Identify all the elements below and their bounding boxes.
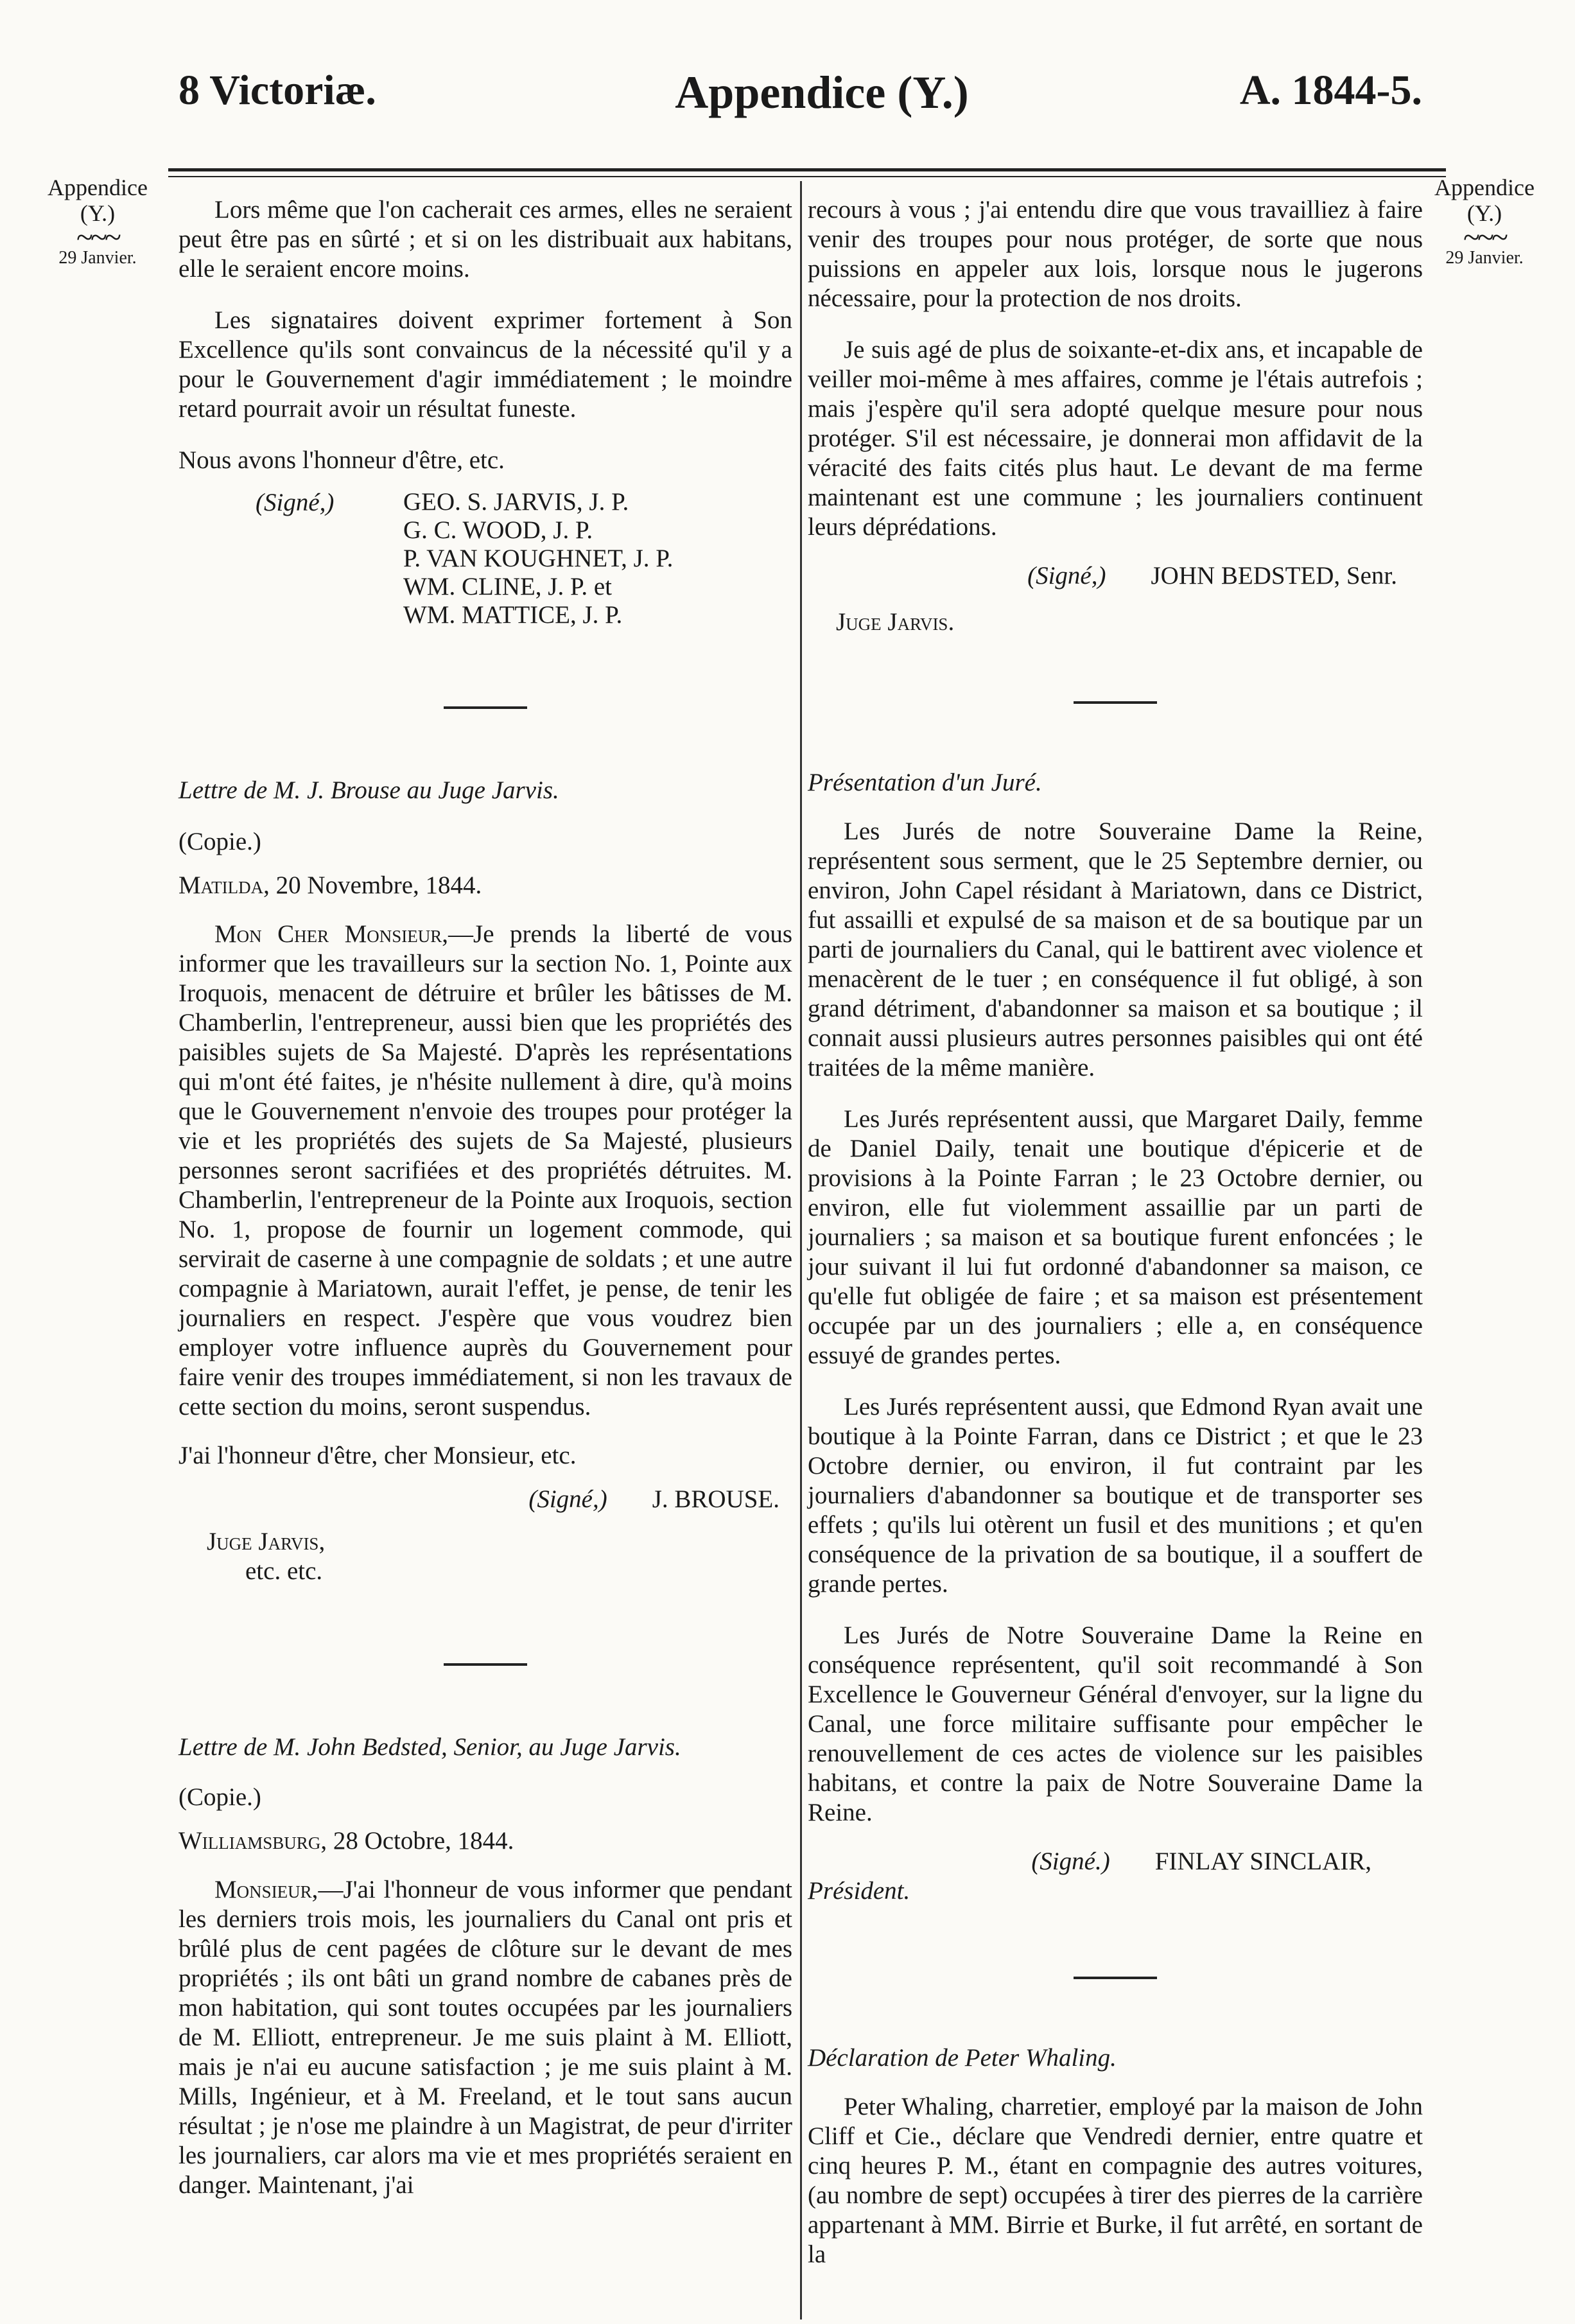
paragraph: Les signataires doivent exprimer fortement à Son Excellence qu'ils sont convaincus de la nécessité qu'il y a pour le Gouvernement d'agir immédiatement ; le moindre retard pourrait avoir un résultat funeste. <box>178 306 792 423</box>
salutation: Mon Cher Monsieur, <box>214 920 449 948</box>
letter-body <box>178 920 792 1422</box>
signed-label: (Signé.) <box>1031 1848 1110 1875</box>
jury-paragraph: Les Jurés de Notre Souveraine Dame la Reine en conséquence représentent, qu'il soit recommandé à Son Excellence le Gouverneur Général d'envoyer, sur la ligne du Canal, une force militaire suffisante pour empêcher le renouvellement de ces actes de violence sur les paisibles habitans, et contre la paix de Notre Souveraine Dame la Reine. <box>808 1621 1423 1826</box>
signatory-name: GEO. S. JARVIS, J. P. <box>403 488 629 516</box>
dateline-place: Williamsburg, <box>178 1827 327 1855</box>
signed-label: (Signé,) <box>1027 562 1106 590</box>
signatory-name: WM. MATTICE, J. P. <box>403 601 623 629</box>
signer-name: JOHN BEDSTED, Senr. <box>1151 562 1397 590</box>
margin-note-date: 29 Janvier. <box>58 248 137 268</box>
signatory-name: WM. CLINE, J. P. et <box>403 573 612 600</box>
left-column <box>178 195 792 2200</box>
signatory-list <box>403 488 673 629</box>
salutation: Monsieur, <box>214 1876 318 1903</box>
header-reference: A. 1844-5. <box>1239 67 1422 114</box>
margin-note-label: Appendice <box>1434 175 1535 200</box>
margin-note-right <box>1420 175 1549 268</box>
dateline-date: 28 Octobre, 1844. <box>333 1827 514 1855</box>
addressee-line: etc. etc. <box>245 1557 323 1585</box>
signature-block <box>808 561 1423 591</box>
letter-title: Lettre de M. J. Brouse au Juge Jarvis. <box>178 776 559 804</box>
jury-paragraph: Les Jurés représentent aussi, que Margaret Daily, femme de Daniel Daily, tenait une boutique d'épicerie et de provisions à la Pointe Farran ; le 23 Octobre dernier, ou environ, elle fut violemment assaillie par un parti de journaliers ; sa maison et sa boutique furent enfoncées ; le jour suivant il lui fut ordonné d'abandonner sa maison, ce qu'elle fut obligée de faire ; et sa maison est présentement occupée par un des journaliers ; elle a, en conséquence essuyé de grandes pertes. <box>808 1105 1423 1369</box>
addressee <box>178 1527 792 1586</box>
signer-name: FINLAY SINCLAIR, <box>1154 1848 1371 1875</box>
signature-block <box>178 1485 792 1514</box>
margin-note-left <box>33 175 162 268</box>
margin-note-label: Appendice <box>48 175 148 200</box>
signature-block <box>808 1847 1423 1876</box>
header-session: 8 Victoriæ. <box>178 67 376 114</box>
addressee-line: Juge Jarvis, <box>207 1528 326 1555</box>
signer-title: Président. <box>808 1877 910 1905</box>
signer-name: J. BROUSE. <box>652 1485 779 1513</box>
signed-label: (Signé,) <box>528 1485 607 1513</box>
column-divider <box>800 181 802 2320</box>
letter-body <box>178 1875 792 2200</box>
margin-note-appendix: (Y.) <box>80 200 116 227</box>
flourish-ornament: ~~~ <box>76 220 119 254</box>
jury-paragraph: Les Jurés de notre Souveraine Dame la Reine, représentent sous serment, que le 25 Septembre dernier, ou environ, John Capel résidant à Mariatown, dans ce District, fut assailli et expulsé de sa maison et de sa boutique par un parti de journaliers du Canal, qui le battirent avec violence et menacèrent de le tuer ; en conséquence il fut obligé, à son grand détriment, d'abandonner sa maison et sa boutique ; il connait aussi plusieurs autres personnes paisibles qui ont été traitées de la même manière. <box>808 817 1423 1081</box>
copy-label: (Copie.) <box>178 1783 261 1811</box>
letter-dateline <box>178 871 792 900</box>
copy-label: (Copie.) <box>178 828 261 855</box>
paragraph: Lors même que l'on cacherait ces armes, elles ne seraient peut être pas en sûrté ; et si on les distribuait aux habitans, elle le seraient encore moins. <box>178 196 792 283</box>
header-rule-thick <box>168 168 1446 171</box>
letter-dateline <box>178 1826 792 1856</box>
letter-text: —Je prends la liberté de vous informer que les travailleurs sur la section No. 1, Pointe aux Iroquois, menacent de détruire et brûler les bâtisses de M. Chamberlin, l'entrepreneur, aussi bien que les propriétés des paisibles sujets de Sa Majesté. D'après les représentations qui m'ont été faites, je n'hésite nullement à dire, qu'à moins que le Gouvernement n'envoie des troupes pour protéger la vie et les propriétés des sujets de Sa Majesté, plusieurs personnes seront sacrifiées et des propriétés détruites. M. Chamberlin, l'entrepreneur de la Pointe aux Iroquois, section No. 1, propose de fournir un logement commode, qui servirait de caserne à une compagnie de soldats ; et une autre compagnie à Mariatown, aurait l'effet, je pense, de tenir les journaliers en respect. J'espère que vous voudrez bien employer votre influence auprès du Gouvernement pour faire venir des troupes immédiatement, si non les travaux de cette section du moins, seront suspendus. <box>178 920 792 1420</box>
letter-title: Lettre de M. John Bedsted, Senior, au Juge Jarvis. <box>178 1733 681 1761</box>
signatory-name: P. VAN KOUGHNET, J. P. <box>403 545 674 572</box>
flourish-ornament: ~~~ <box>1463 220 1506 254</box>
paragraph: recours à vous ; j'ai entendu dire que vous travailliez à faire venir des troupes pour nous protéger, de sorte que nous puissions en appeler aux lois, lorsque nous le jugerons nécessaire, pour la protection de nos droits. <box>808 196 1423 312</box>
paragraph: Je suis agé de plus de soixante-et-dix ans, et incapable de veiller moi-même à mes affaires, comme je l'étais autrefois ; mais j'espère qu'il sera adopté quelque mesure pour nous protéger. S'il est nécessaire, je donnerai mon affidavit de la véracité des faits cités plus haut. Le devant de ma ferme maintenant est une commune ; les journaliers continuent leurs déprédations. <box>808 336 1423 541</box>
section-title: Présentation d'un Juré. <box>808 769 1042 796</box>
margin-note-appendix: (Y.) <box>1466 200 1502 227</box>
signed-label: (Signé,) <box>256 489 335 516</box>
margin-note-date: 29 Janvier. <box>1445 248 1524 268</box>
dateline-place: Matilda, <box>178 871 270 899</box>
signatory-name: G. C. WOOD, J. P. <box>403 516 593 544</box>
closing-line: J'ai l'honneur d'être, cher Monsieur, etc. <box>178 1442 577 1469</box>
section-title: Déclaration de Peter Whaling. <box>808 2044 1117 2072</box>
addressee: Juge Jarvis. <box>836 608 955 636</box>
header-title: Appendice (Y.) <box>675 67 969 118</box>
dateline-date: 20 Novembre, 1844. <box>275 871 482 899</box>
right-column <box>808 195 1423 2269</box>
header-rule-thin <box>168 176 1446 177</box>
declaration-paragraph: Peter Whaling, charretier, employé par la maison de John Cliff et Cie., déclare que Vendredi dernier, entre quatre et cinq heures P. M., étant en compagnie des autres voitures, (au nombre de sept) occupées à tirer des pierres de la carrière appartenant à MM. Birrie et Burke, il fut arrêté, en sortant de la <box>808 2093 1423 2268</box>
jury-paragraph: Les Jurés représentent aussi, que Edmond Ryan avait une boutique à la Pointe Farran, dans ce District ; et que le 23 Octobre dernier, ou environ, il fut contraint par les journaliers d'abandonner sa boutique et de transporter ses effets ; qu'ils lui otèrent un fusil et des munitions ; et qu'en conséquence de la privation de sa boutique, il a souffert de grande pertes. <box>808 1393 1423 1598</box>
closing-line: Nous avons l'honneur d'être, etc. <box>178 446 505 474</box>
letter-text: —J'ai l'honneur de vous informer que pendant les derniers trois mois, les journaliers du Canal ont pris et brûlé plus de cent pagées de clôture sur le devant de mes propriétés ; ils ont bâti un grand nombre de cabanes près de mon habitation, qui sont toutes occupées par les journaliers de M. Elliott, entrepreneur. Je me suis plaint à M. Elliott, mais je n'ai eu aucune satisfaction ; je me suis plaint à M. Mills, Ingénieur, et à M. Freeland, et le tout sans aucun résultat ; je n'ose me plaindre à un Magistrat, de peur d'irriter les journaliers, car alors ma vie et mes propriétés seraient en danger. Maintenant, j'ai <box>178 1876 792 2199</box>
signature-block <box>178 488 792 629</box>
